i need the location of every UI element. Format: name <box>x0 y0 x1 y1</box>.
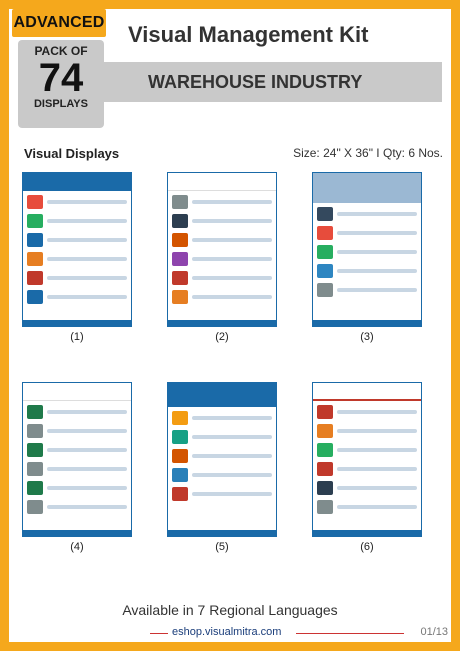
url-rule-right <box>296 633 404 634</box>
poster-card-4[interactable] <box>22 382 132 553</box>
pack-count: 74 <box>38 56 84 100</box>
poster-thumbnail <box>167 172 277 327</box>
pack-of-label: PACK OF <box>34 44 88 58</box>
poster-header-bar <box>313 173 421 203</box>
poster-card-3[interactable] <box>312 172 422 343</box>
page-number: 01/13 <box>420 626 448 638</box>
poster-header-bar <box>168 173 276 191</box>
poster-thumbnail <box>312 382 422 537</box>
poster-thumbnail <box>312 172 422 327</box>
page-title: Visual Management Kit <box>128 22 369 47</box>
languages-note: Available in 7 Regional Languages <box>122 602 338 618</box>
poster-header-bar <box>23 173 131 191</box>
poster-header-bar <box>313 383 421 401</box>
poster-header-bar <box>23 383 131 401</box>
poster-card-2[interactable] <box>167 172 277 343</box>
section-label: Visual Displays <box>24 146 120 161</box>
poster-caption: (4) <box>70 541 84 553</box>
poster-caption: (6) <box>360 541 374 553</box>
poster-thumbnail <box>167 382 277 537</box>
industry-band: WAREHOUSE INDUSTRY <box>104 62 442 102</box>
poster-caption: (5) <box>215 541 229 553</box>
poster-caption: (3) <box>360 331 374 343</box>
advanced-badge: ADVANCED <box>12 9 106 37</box>
poster-card-1[interactable] <box>22 172 132 343</box>
shop-link[interactable]: eshop.visualmitra.com <box>172 626 282 638</box>
poster-card-5[interactable] <box>167 382 277 553</box>
poster-header-bar <box>168 383 276 407</box>
poster-thumbnail <box>22 172 132 327</box>
pack-badge <box>18 40 104 128</box>
poster-thumbnail <box>22 382 132 537</box>
poster-caption: (1) <box>70 331 84 343</box>
poster-card-6[interactable] <box>312 382 422 553</box>
poster-caption: (2) <box>215 331 229 343</box>
displays-label: DISPLAYS <box>33 98 88 110</box>
size-info: Size: 24" X 36" I Qty: 6 Nos. <box>293 146 443 160</box>
url-rule-left <box>150 633 168 634</box>
